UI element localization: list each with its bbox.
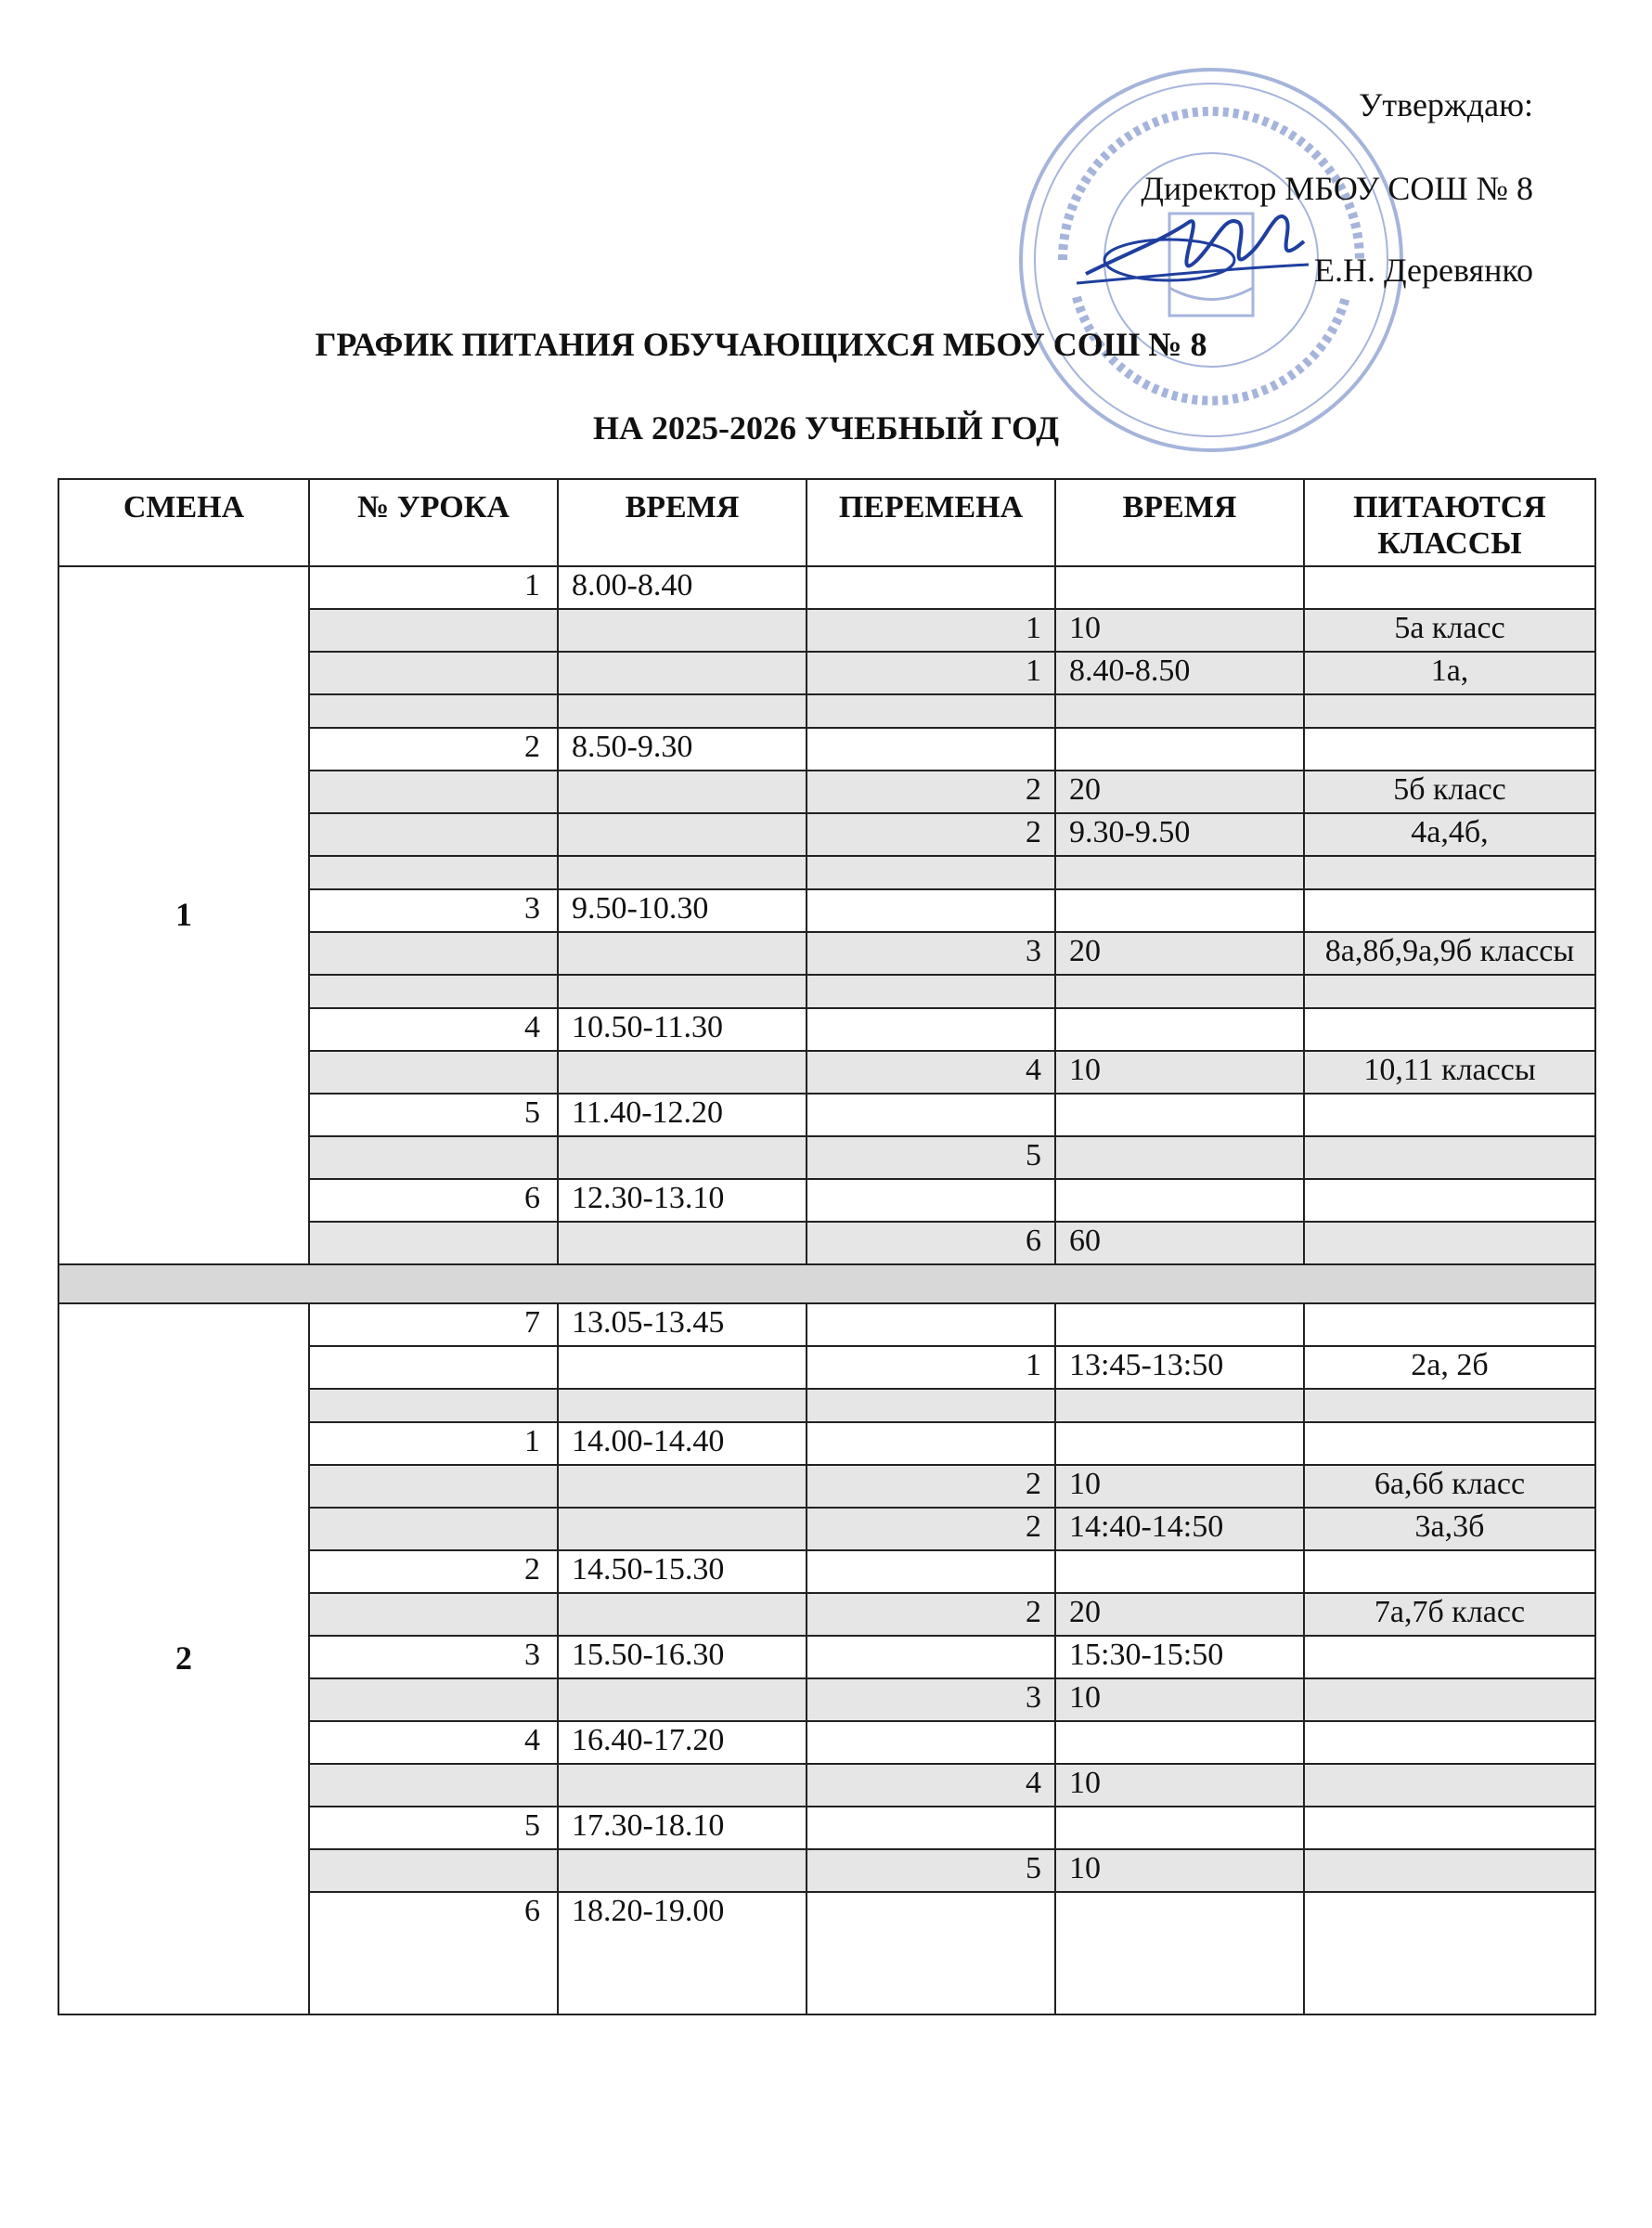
classes bbox=[1304, 566, 1595, 609]
break-time bbox=[1055, 1303, 1304, 1346]
lesson-time: 11.40-12.20 bbox=[558, 1094, 807, 1136]
break-time: 20 bbox=[1055, 1593, 1304, 1636]
lesson-number bbox=[309, 771, 558, 813]
lesson-number: 1 bbox=[309, 1422, 558, 1465]
break-time bbox=[1055, 566, 1304, 609]
break-time: 10 bbox=[1055, 1678, 1304, 1721]
document-title: ГРАФИК ПИТАНИЯ ОБУЧАЮЩИХСЯ МБОУ СОШ № 8 bbox=[315, 326, 1207, 363]
lesson-time bbox=[558, 1222, 807, 1264]
lesson-number bbox=[309, 1136, 558, 1179]
break-time bbox=[1055, 1179, 1304, 1222]
classes bbox=[1304, 728, 1595, 771]
break-number bbox=[807, 1892, 1055, 2014]
empty-cell bbox=[1304, 1389, 1595, 1422]
lesson-time bbox=[558, 652, 807, 694]
separator-cell bbox=[58, 1264, 1595, 1303]
break-time: 8.40-8.50 bbox=[1055, 652, 1304, 694]
schedule-table bbox=[58, 478, 1596, 2015]
break-number bbox=[807, 1179, 1055, 1222]
break-number: 6 bbox=[807, 1222, 1055, 1264]
empty-cell bbox=[309, 975, 558, 1008]
fed-classes: 5а класс bbox=[1304, 609, 1595, 652]
empty-cell bbox=[1055, 694, 1304, 728]
lesson-time: 8.00-8.40 bbox=[558, 566, 807, 609]
lesson-time bbox=[558, 932, 807, 975]
break-time bbox=[1055, 1807, 1304, 1849]
lesson-number bbox=[309, 1849, 558, 1892]
lesson-time: 10.50-11.30 bbox=[558, 1008, 807, 1051]
lesson-number: 2 bbox=[309, 728, 558, 771]
lesson-number: 6 bbox=[309, 1892, 558, 2014]
break-time: 10 bbox=[1055, 609, 1304, 652]
shift-number: 2 bbox=[58, 1303, 309, 2014]
lesson-time bbox=[558, 1593, 807, 1636]
break-number: 1 bbox=[807, 1346, 1055, 1389]
lesson-time bbox=[558, 1678, 807, 1721]
break-number bbox=[807, 1550, 1055, 1593]
lesson-time: 14.50-15.30 bbox=[558, 1550, 807, 1593]
fed-classes: 2а, 2б bbox=[1304, 1346, 1595, 1389]
break-time bbox=[1055, 1422, 1304, 1465]
lesson-time bbox=[558, 1764, 807, 1807]
header-shift: СМЕНА bbox=[58, 479, 309, 566]
fed-classes: 10,11 классы bbox=[1304, 1051, 1595, 1094]
fed-classes: 3а,3б bbox=[1304, 1508, 1595, 1550]
classes bbox=[1304, 1422, 1595, 1465]
header-break-time: ВРЕМЯ bbox=[1055, 479, 1304, 566]
break-time bbox=[1055, 1136, 1304, 1179]
break-number: 1 bbox=[807, 652, 1055, 694]
fed-classes bbox=[1304, 1849, 1595, 1892]
empty-cell bbox=[309, 694, 558, 728]
break-number bbox=[807, 566, 1055, 609]
shift-number: 1 bbox=[58, 566, 309, 1264]
empty-cell bbox=[1055, 975, 1304, 1008]
classes bbox=[1304, 1636, 1595, 1678]
break-time: 10 bbox=[1055, 1051, 1304, 1094]
lesson-number: 4 bbox=[309, 1721, 558, 1764]
lesson-time: 13.05-13.45 bbox=[558, 1303, 807, 1346]
empty-cell bbox=[1304, 856, 1595, 889]
empty-cell bbox=[558, 975, 807, 1008]
lesson-time bbox=[558, 1051, 807, 1094]
classes bbox=[1304, 1550, 1595, 1593]
lesson-number bbox=[309, 1051, 558, 1094]
break-time: 13:45-13:50 bbox=[1055, 1346, 1304, 1389]
table-row bbox=[58, 566, 1595, 609]
fed-classes: 4а,4б, bbox=[1304, 813, 1595, 856]
lesson-time: 14.00-14.40 bbox=[558, 1422, 807, 1465]
break-time bbox=[1055, 1892, 1304, 2014]
lesson-number: 3 bbox=[309, 1636, 558, 1678]
lesson-time: 9.50-10.30 bbox=[558, 889, 807, 932]
header-lesson: № УРОКА bbox=[309, 479, 558, 566]
break-number: 5 bbox=[807, 1849, 1055, 1892]
break-number bbox=[807, 1422, 1055, 1465]
lesson-number: 2 bbox=[309, 1550, 558, 1593]
empty-cell bbox=[807, 694, 1055, 728]
break-time: 20 bbox=[1055, 771, 1304, 813]
lesson-number bbox=[309, 1222, 558, 1264]
table-row bbox=[58, 1303, 1595, 1346]
lesson-time: 17.30-18.10 bbox=[558, 1807, 807, 1849]
lesson-time: 12.30-13.10 bbox=[558, 1179, 807, 1222]
break-time bbox=[1055, 1008, 1304, 1051]
lesson-time bbox=[558, 1508, 807, 1550]
fed-classes: 1а, bbox=[1304, 652, 1595, 694]
empty-cell bbox=[1304, 694, 1595, 728]
fed-classes bbox=[1304, 1678, 1595, 1721]
break-number: 5 bbox=[807, 1136, 1055, 1179]
lesson-time bbox=[558, 771, 807, 813]
lesson-number bbox=[309, 652, 558, 694]
break-number: 3 bbox=[807, 932, 1055, 975]
lesson-time: 8.50-9.30 bbox=[558, 728, 807, 771]
fed-classes: 7а,7б класс bbox=[1304, 1593, 1595, 1636]
break-time bbox=[1055, 1550, 1304, 1593]
lesson-number bbox=[309, 1678, 558, 1721]
fed-classes: 8а,8б,9а,9б классы bbox=[1304, 932, 1595, 975]
empty-cell bbox=[1055, 1389, 1304, 1422]
empty-cell bbox=[558, 1389, 807, 1422]
lesson-number bbox=[309, 1346, 558, 1389]
classes bbox=[1304, 1721, 1595, 1764]
break-time: 10 bbox=[1055, 1465, 1304, 1508]
lesson-number bbox=[309, 609, 558, 652]
break-number bbox=[807, 1807, 1055, 1849]
classes bbox=[1304, 1179, 1595, 1222]
break-number bbox=[807, 889, 1055, 932]
classes bbox=[1304, 1303, 1595, 1346]
break-number: 2 bbox=[807, 1508, 1055, 1550]
break-time bbox=[1055, 1721, 1304, 1764]
lesson-time bbox=[558, 1346, 807, 1389]
break-number: 4 bbox=[807, 1051, 1055, 1094]
break-number bbox=[807, 1636, 1055, 1678]
break-number bbox=[807, 1094, 1055, 1136]
empty-cell bbox=[309, 856, 558, 889]
break-number: 2 bbox=[807, 1465, 1055, 1508]
break-time: 14:40-14:50 bbox=[1055, 1508, 1304, 1550]
lesson-number: 5 bbox=[309, 1094, 558, 1136]
empty-cell bbox=[309, 1389, 558, 1422]
break-time: 10 bbox=[1055, 1849, 1304, 1892]
break-number bbox=[807, 728, 1055, 771]
lesson-number: 5 bbox=[309, 1807, 558, 1849]
lesson-time: 16.40-17.20 bbox=[558, 1721, 807, 1764]
lesson-number bbox=[309, 1593, 558, 1636]
break-number bbox=[807, 1303, 1055, 1346]
break-number bbox=[807, 1008, 1055, 1051]
break-time bbox=[1055, 728, 1304, 771]
classes bbox=[1304, 1008, 1595, 1051]
lesson-number: 1 bbox=[309, 566, 558, 609]
classes bbox=[1304, 1892, 1595, 2014]
empty-cell bbox=[558, 694, 807, 728]
empty-cell bbox=[1055, 856, 1304, 889]
classes bbox=[1304, 889, 1595, 932]
lesson-number bbox=[309, 813, 558, 856]
header-classes: ПИТАЮТСЯ КЛАССЫ bbox=[1304, 479, 1595, 566]
break-number bbox=[807, 1721, 1055, 1764]
lesson-number: 4 bbox=[309, 1008, 558, 1051]
break-number: 2 bbox=[807, 1593, 1055, 1636]
lesson-time: 18.20-19.00 bbox=[558, 1892, 807, 2014]
break-time: 9.30-9.50 bbox=[1055, 813, 1304, 856]
header-time: ВРЕМЯ bbox=[558, 479, 807, 566]
lesson-time bbox=[558, 609, 807, 652]
break-time: 20 bbox=[1055, 932, 1304, 975]
break-number: 1 bbox=[807, 609, 1055, 652]
empty-cell bbox=[1304, 975, 1595, 1008]
break-time bbox=[1055, 1094, 1304, 1136]
classes bbox=[1304, 1094, 1595, 1136]
approval-line: Утверждаю: bbox=[1358, 86, 1533, 123]
empty-cell bbox=[558, 856, 807, 889]
lesson-number: 7 bbox=[309, 1303, 558, 1346]
lesson-number: 6 bbox=[309, 1179, 558, 1222]
header-break: ПЕРЕМЕНА bbox=[807, 479, 1055, 566]
fed-classes bbox=[1304, 1136, 1595, 1179]
fed-classes: 6а,6б класс bbox=[1304, 1465, 1595, 1508]
shift-separator bbox=[58, 1264, 1595, 1303]
lesson-time bbox=[558, 1136, 807, 1179]
break-time: 60 bbox=[1055, 1222, 1304, 1264]
lesson-number bbox=[309, 932, 558, 975]
empty-cell bbox=[807, 1389, 1055, 1422]
lesson-time bbox=[558, 1849, 807, 1892]
lesson-time bbox=[558, 1465, 807, 1508]
lesson-time bbox=[558, 813, 807, 856]
empty-cell bbox=[807, 856, 1055, 889]
lesson-number bbox=[309, 1764, 558, 1807]
break-number: 2 bbox=[807, 813, 1055, 856]
break-time: 15:30-15:50 bbox=[1055, 1636, 1304, 1678]
approval-position: Директор МБОУ СОШ № 8 bbox=[1141, 170, 1533, 207]
approval-director-name: Е.Н. Деревянко bbox=[1314, 252, 1533, 289]
document-subtitle: НА 2025-2026 УЧЕБНЫЙ ГОД bbox=[593, 409, 1059, 447]
break-number: 3 bbox=[807, 1678, 1055, 1721]
classes bbox=[1304, 1807, 1595, 1849]
fed-classes bbox=[1304, 1222, 1595, 1264]
lesson-number bbox=[309, 1465, 558, 1508]
break-number: 4 bbox=[807, 1764, 1055, 1807]
break-time: 10 bbox=[1055, 1764, 1304, 1807]
break-number: 2 bbox=[807, 771, 1055, 813]
empty-cell bbox=[807, 975, 1055, 1008]
fed-classes: 5б класс bbox=[1304, 771, 1595, 813]
break-time bbox=[1055, 889, 1304, 932]
lesson-time: 15.50-16.30 bbox=[558, 1636, 807, 1678]
fed-classes bbox=[1304, 1764, 1595, 1807]
lesson-number: 3 bbox=[309, 889, 558, 932]
lesson-number bbox=[309, 1508, 558, 1550]
